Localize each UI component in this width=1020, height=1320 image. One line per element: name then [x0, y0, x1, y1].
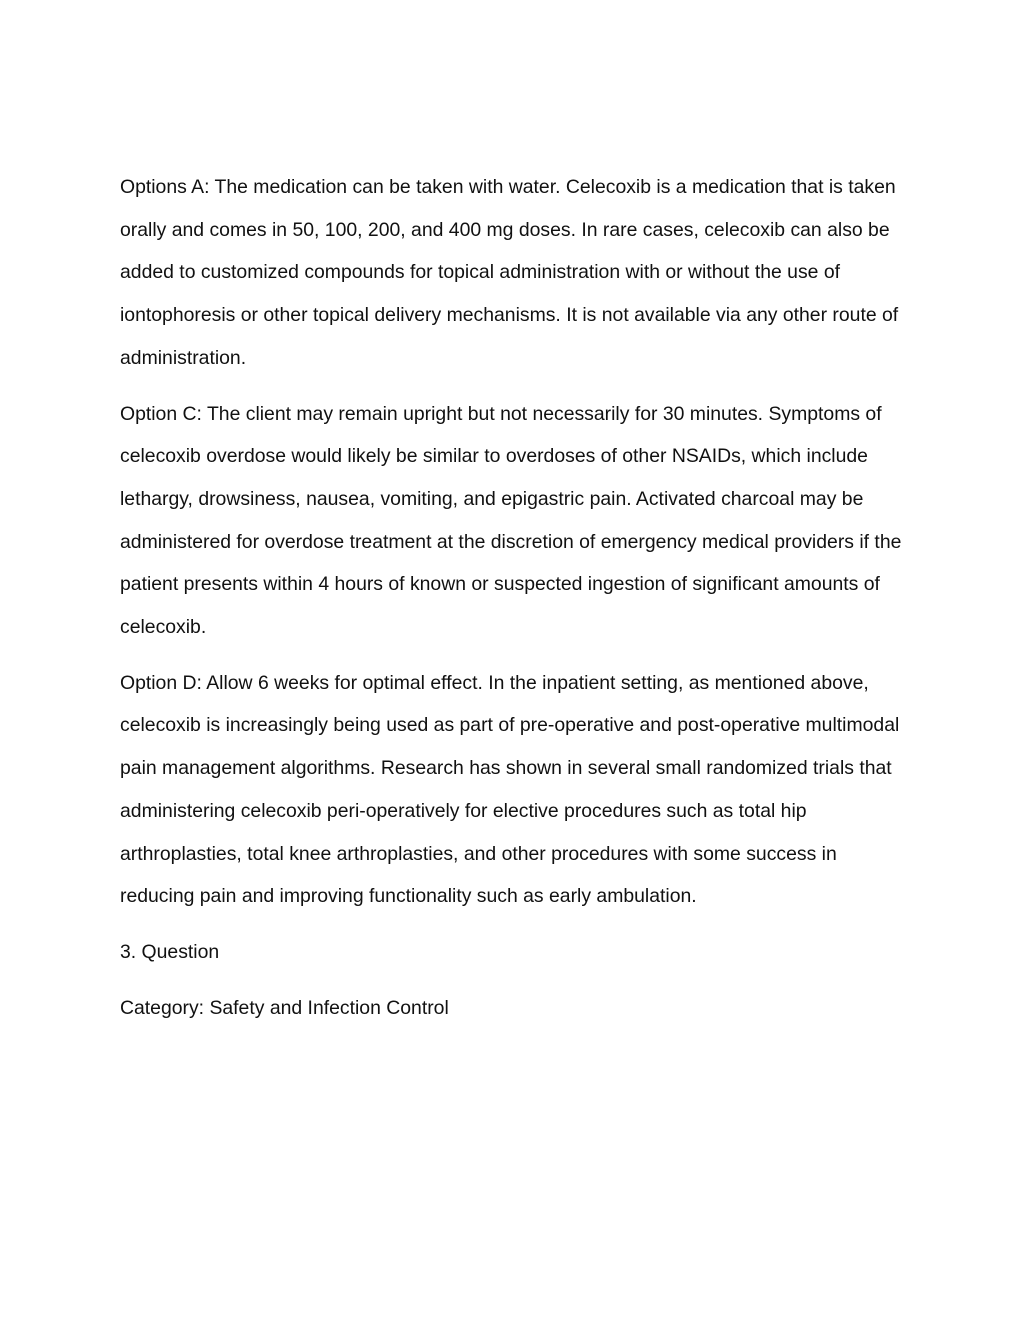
- option-d-paragraph: Option D: Allow 6 weeks for optimal effect. In the inpatient setting, as mentioned above, celecoxib is increasingly being used as part of pre-operative and post-operative multimodal pain management algorithms. Research has shown in several small randomized trials that administering celecoxib peri-operatively for elective procedures such as total hip arthroplasties, total knee arthroplasties, and other procedures with some success in reducing pain and improving functionality such as early ambulation.: [120, 671, 900, 908]
- document-page: [120, 166, 910, 1042]
- option-a-paragraph: Options A: The medication can be taken with water. Celecoxib is a medication that is taken orally and comes in 50, 100, 200, and 400 mg doses. In rare cases, celecoxib can also be added to customized compounds for topical administration with or without the use of iontophoresis or other topical delivery mechanisms. It is not available via any other route of administration.: [120, 176, 899, 369]
- question-heading: 3. Question: [120, 940, 220, 963]
- category-line: Category: Safety and Infection Control: [120, 996, 449, 1019]
- option-c-paragraph: Option C: The client may remain upright but not necessarily for 30 minutes. Symptoms of celecoxib overdose would likely be similar to overdoses of other NSAIDs, which include lethargy, drowsiness, nausea, vomiting, and epigastric pain. Activated charcoal may be administered for overdose treatment at the discretion of emergency medical providers if the patient presents within 4 hours of known or suspected ingestion of significant amounts of celecoxib.: [120, 402, 902, 639]
